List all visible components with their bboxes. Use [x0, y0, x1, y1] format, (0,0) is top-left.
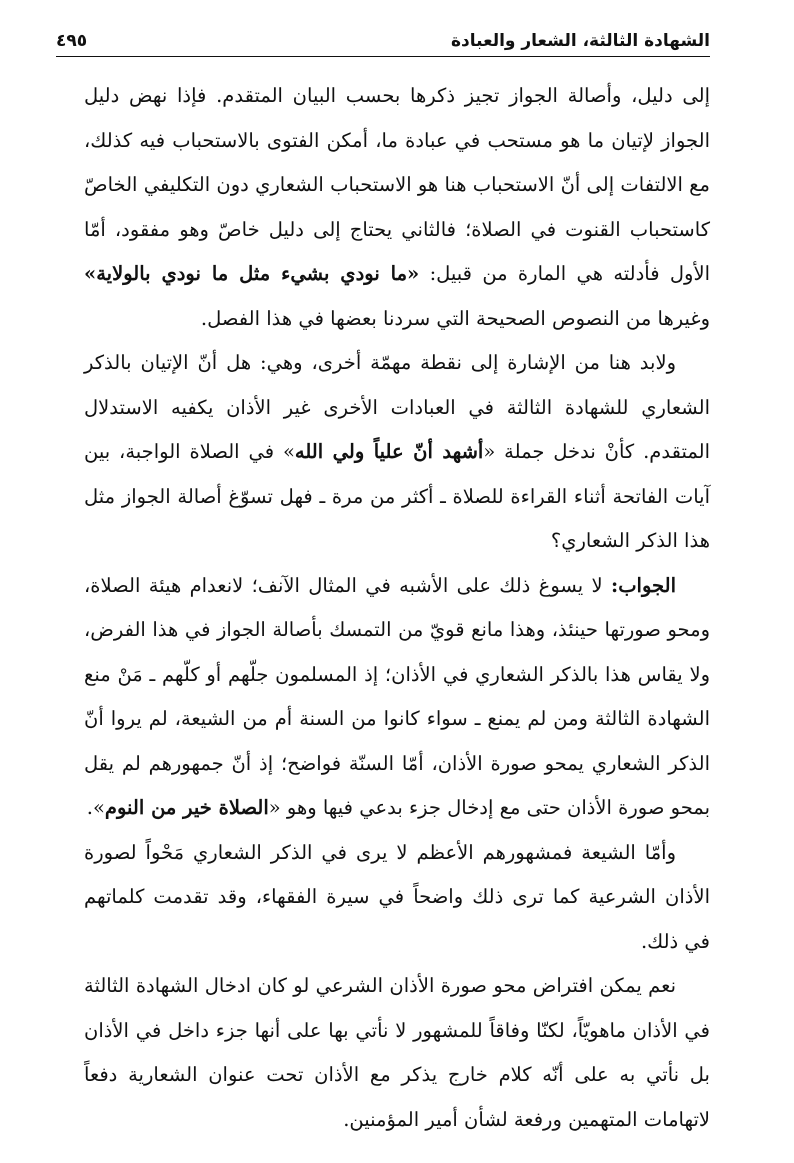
text-segment: لا يسوغ ذلك على الأشبه في المثال الآنف؛ لانعدام هيئة الصلاة، ومحو صورتها حينئذ، وهذا مانع قويّ من التمسك بأصالة الجواز في هذا الفرض، ولا يقاس هذا بالذكر الشعاري في الأذان؛ إذ المسلمون جلّهم أو كلّهم ـ مَنْ منع الشهادة الثالثة ومن لم يمنع ـ سواء كانوا من السنة أم من الشيعة، لم يروا أنّ الذكر الشعاري يمحو صورة الأذان، أمّا السنّة فواضح؛ إذ أنّ جمهورهم لم يقل بمحو صورة الأذان حتى مع إدخال جزء بدعي فيها وهو «: [84, 573, 710, 819]
answer-label: الجواب:: [611, 573, 676, 597]
bold-quote: الصلاة خير من النوم: [104, 796, 269, 819]
text-segment: نعم يمكن افتراض محو صورة الأذان الشرعي لو كان ادخال الشهادة الثالثة في الأذان ماهويّاً، لكنّا وفاقاً للمشهور لا نأتي بها على أنها جزء داخل في الأذان بل نأتي به على أنّه كلام خارج يذكر مع الأذان تحت عنوان الشعارية دفعاً لاتهامات المتهمين ورفعة لشأن أمير المؤمنين.: [84, 974, 710, 1131]
running-title: الشهادة الثالثة، الشعار والعبادة: [451, 31, 710, 51]
page-number: ٤٩٥: [56, 31, 88, 51]
text-segment: وغيرها من النصوص الصحيحة التي سردنا بعضها في هذا الفصل.: [200, 306, 710, 330]
paragraph: [84, 341, 710, 564]
bold-quote: «ما نودي بشيء مثل ما نودي بالولاية»: [84, 262, 420, 285]
text-segment: ».: [86, 796, 105, 819]
text-segment: » في الصلاة الواجبة، بين آيات الفاتحة أثناء القراءة للصلاة ـ أكثر من مرة ـ فهل تسوّغ أصالة الجواز مثل هذا الذكر الشعاري؟: [84, 440, 710, 552]
body-text: [84, 74, 710, 1142]
paragraph: [84, 564, 710, 831]
paragraph: [84, 74, 710, 341]
text-segment: ولابد هنا من الإشارة إلى نقطة مهمّة أخرى، وهي: هل أنّ الإتيان بالذكر الشعاري للشهادة الثالثة في العبادات الأخرى غير الأذان يكفيه الاستدلال المتقدم. كأنْ ندخل جملة «: [84, 351, 710, 463]
page-header: [56, 22, 710, 57]
text-segment: وأمّا الشيعة فمشهورهم الأعظم لا يرى في الذكر الشعاري مَحْواً لصورة الأذان الشرعية كما ترى ذلك واضحاً في سيرة الفقهاء، وقد تقدمت كلماتهم في ذلك.: [84, 840, 710, 953]
bold-quote: أشهد أنّ علياً ولي الله: [294, 440, 484, 463]
text-segment: إلى دليل، وأصالة الجواز تجيز ذكرها بحسب البيان المتقدم. فإذا نهض دليل الجواز لإتيان ما هو مستحب في عبادة ما، أمكن الفتوى بالاستحباب فيه كذلك، مع الالتفات إلى أنّ الاستحباب هنا هو الاستحباب الشعاري دون التكليفي الخاصّ كاستحباب القنوت في الصلاة؛ فالثاني يحتاج إلى دليل خاصّ وهو مفقود، أمّا الأول فأدلته هي المارة من قبيل:: [84, 84, 710, 285]
paragraph: [84, 831, 710, 965]
paragraph: [84, 964, 710, 1142]
